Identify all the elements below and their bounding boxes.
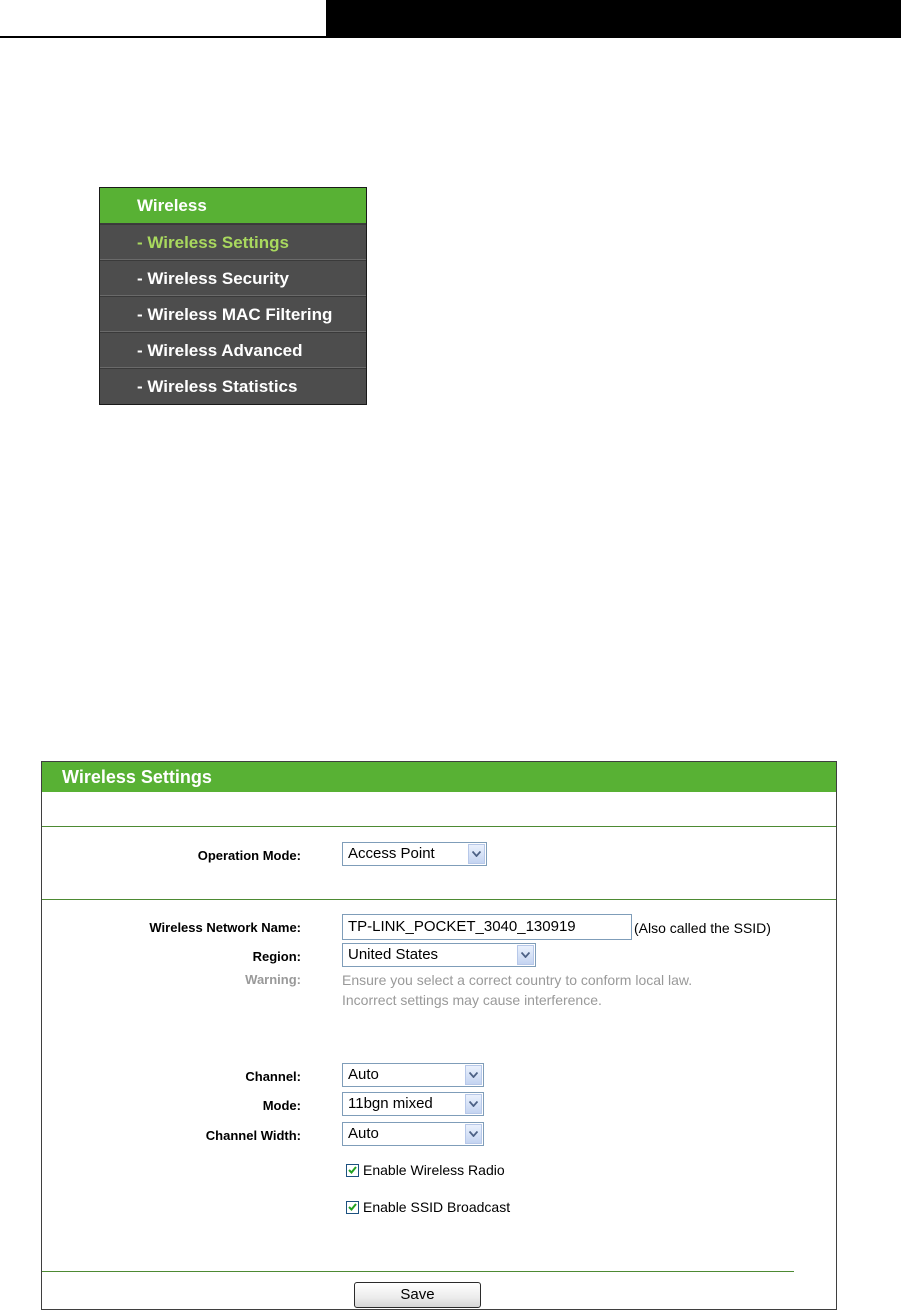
network-name-input[interactable]: TP-LINK_POCKET_3040_130919	[342, 914, 632, 940]
warning-line-1: Ensure you select a correct country to conform local law.	[342, 972, 693, 988]
page-header-bar	[326, 0, 901, 38]
checkmark-icon	[348, 1166, 357, 1174]
channel-label: Channel:	[245, 1069, 301, 1084]
page-header-rule	[0, 36, 326, 38]
enable-wireless-radio-label[interactable]: Enable Wireless Radio	[363, 1162, 505, 1178]
network-name-label: Wireless Network Name:	[149, 920, 301, 935]
chevron-down-icon	[465, 1124, 482, 1144]
divider	[42, 826, 836, 827]
mode-value: 11bgn mixed	[348, 1095, 433, 1112]
chevron-down-icon	[465, 1094, 482, 1114]
channel-select[interactable]	[342, 1063, 484, 1087]
menu-item-wireless-advanced[interactable]: - Wireless Advanced	[100, 332, 366, 368]
region-label: Region:	[252, 949, 301, 964]
ssid-note: (Also called the SSID)	[634, 920, 771, 936]
wireless-settings-panel	[41, 761, 837, 1310]
menu-item-wireless-settings[interactable]: - Wireless Settings	[100, 224, 366, 260]
region-select[interactable]	[342, 943, 536, 967]
channel-width-select[interactable]	[342, 1122, 484, 1146]
warning-text	[342, 970, 692, 1010]
warning-line-2: Incorrect settings may cause interference.	[342, 992, 602, 1008]
enable-ssid-broadcast-label[interactable]: Enable SSID Broadcast	[363, 1199, 511, 1215]
enable-ssid-broadcast-row	[346, 1199, 510, 1215]
mode-label: Mode:	[262, 1098, 301, 1113]
chevron-down-icon	[468, 844, 485, 864]
region-value: United States	[348, 946, 439, 963]
panel-title: Wireless Settings	[42, 762, 836, 792]
enable-wireless-radio-row	[346, 1162, 505, 1178]
channel-width-label: Channel Width:	[205, 1128, 301, 1143]
enable-wireless-radio-checkbox[interactable]	[346, 1164, 359, 1177]
menu-item-wireless-security[interactable]: - Wireless Security	[100, 260, 366, 296]
channel-value: Auto	[348, 1066, 379, 1083]
save-button[interactable]: Save	[354, 1282, 481, 1308]
divider	[42, 1271, 794, 1272]
enable-ssid-broadcast-checkbox[interactable]	[346, 1201, 359, 1214]
operation-mode-value: Access Point	[348, 845, 435, 862]
menu-header-wireless[interactable]: Wireless	[100, 188, 366, 224]
operation-mode-select[interactable]	[342, 842, 487, 866]
channel-width-value: Auto	[348, 1125, 379, 1142]
checkmark-icon	[348, 1203, 357, 1211]
divider	[42, 899, 836, 900]
operation-mode-label: Operation Mode:	[197, 848, 301, 863]
menu-item-wireless-statistics[interactable]: - Wireless Statistics	[100, 368, 366, 404]
wireless-menu	[99, 187, 367, 405]
mode-select[interactable]	[342, 1092, 484, 1116]
menu-item-wireless-mac-filtering[interactable]: - Wireless MAC Filtering	[100, 296, 366, 332]
chevron-down-icon	[465, 1065, 482, 1085]
chevron-down-icon	[517, 945, 534, 965]
warning-label: Warning:	[245, 972, 301, 987]
